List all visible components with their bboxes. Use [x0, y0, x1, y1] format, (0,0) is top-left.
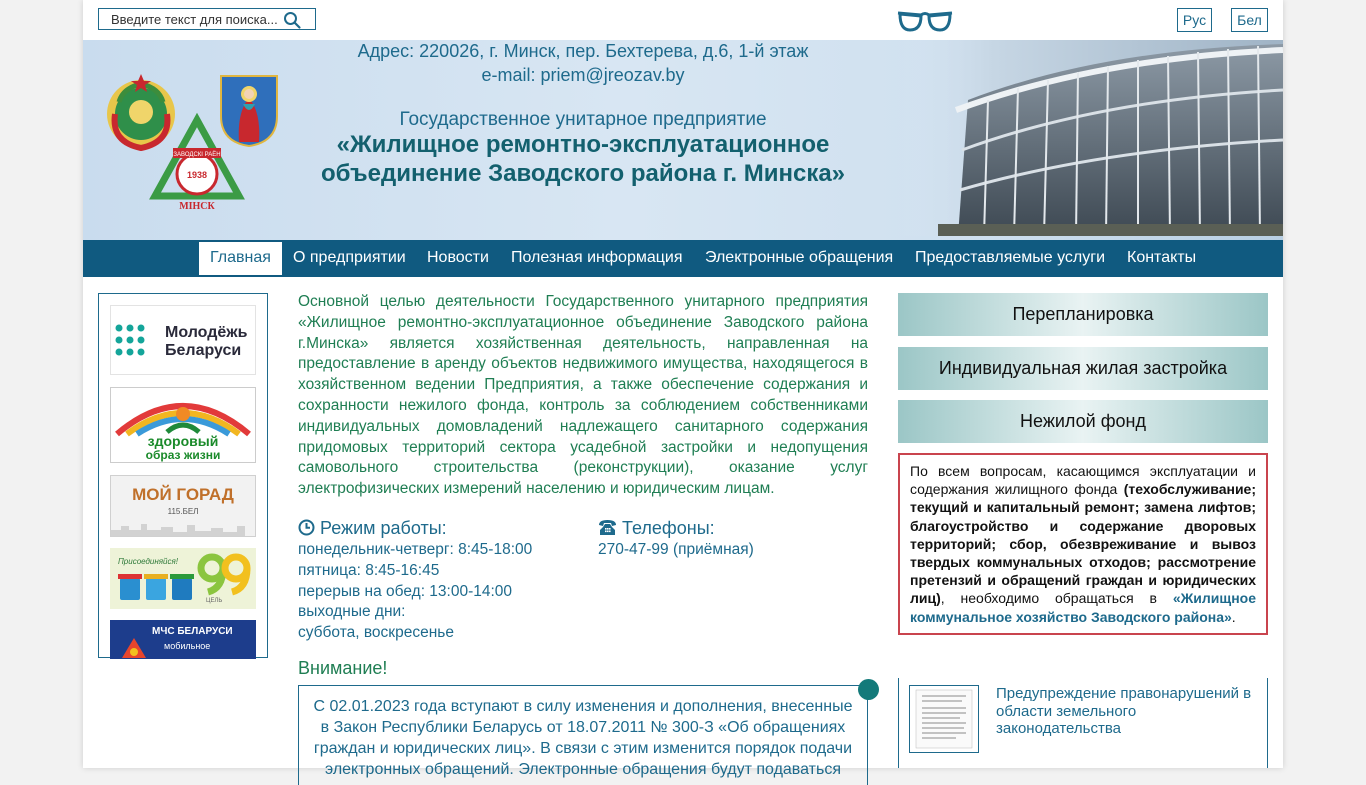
nav-item-contacts[interactable]: Контакты — [1127, 249, 1197, 266]
news-thumbnail[interactable] — [909, 685, 979, 753]
hours-line: выходные дни: — [298, 603, 406, 621]
city-skyline-icon — [111, 520, 255, 536]
banner-my-city[interactable] — [110, 475, 256, 537]
phones-title: Телефоны: — [622, 518, 715, 538]
zavodskoy-district-logo — [149, 116, 245, 212]
banner-healthy-line2: образ жизни — [145, 448, 221, 462]
district-logo-top-text: ЗАВОДСКІ РАЁН — [173, 152, 221, 158]
attention-box — [298, 685, 868, 785]
header-org-type: Государственное унитарное предприятие — [399, 109, 767, 130]
banner-youth-line2: Беларуси — [165, 342, 242, 359]
goal-99-icon — [198, 554, 252, 594]
document-icon — [910, 686, 978, 752]
nav-item-news[interactable]: Новости — [427, 249, 489, 266]
dots-icon — [113, 323, 149, 357]
zhkh-link[interactable]: «Жилищное коммунальное хозяйство Заводского района» — [910, 590, 1256, 625]
notice-box — [898, 453, 1268, 635]
banner-youth[interactable] — [110, 305, 256, 375]
hours-line: понедельник-четверг: 8:45-18:00 — [298, 541, 533, 558]
phones — [598, 516, 868, 561]
notice-bold-text: (техобслуживание; текущий и капитальный ремонт; замена лифтов; благоустройство и содержание дворовых территорий; сбор, обезвреживание и вывоз твердых коммунальных отходов; рассмотрение претензий и обращений граждан и юридических лиц) — [910, 481, 1256, 607]
working-hours-title: Режим работы: — [320, 518, 447, 538]
hours-line: суббота, воскресенье — [298, 624, 454, 642]
site-header — [83, 40, 1283, 240]
nav-item-about[interactable]: О предприятии — [293, 249, 406, 266]
header-title-line2: объединение Заводского района г. Минска» — [320, 160, 846, 187]
lang-ru-button[interactable]: Рус — [1177, 8, 1212, 32]
banner-mchs-line1: МЧС БЕЛАРУСИ — [152, 626, 233, 637]
news-card[interactable] — [898, 678, 1268, 768]
search-input[interactable] — [111, 11, 281, 27]
notice-text-2: , необходимо обращаться в — [940, 590, 1173, 607]
notice-text: По всем вопросам, касающимся эксплуатации и содержания жилищного фонда — [910, 463, 1256, 498]
top-bar — [83, 0, 1283, 40]
header-email[interactable]: e-mail: priem@jreozav.by — [481, 65, 685, 85]
district-logo-year: 1938 — [186, 170, 208, 180]
recycle-bins-icon — [118, 572, 198, 602]
attention-text: С 02.01.2023 года вступают в силу изменения и дополнения, внесенные в Закон Республики Беларусь от 18.07.2011 № 300-З «Об обращениях граждан и юридических лиц». В связи с этим изменится порядок подачи электронных обращений. Электронные обращения будут подаваться — [313, 698, 853, 778]
working-hours-heading — [298, 516, 588, 540]
banner-my-city-line1: МОЙ ГОРАД — [132, 485, 234, 504]
header-title-line1: «Жилищное ремонтно-эксплуатационное — [336, 131, 830, 158]
banner-recycling-line1: Присоединяйся! — [118, 557, 178, 566]
phone-line[interactable]: 270-47-99 (приёмная) — [598, 541, 754, 558]
clock-icon — [298, 519, 315, 536]
banner-column — [98, 293, 268, 658]
nav-item-services[interactable]: Предоставляемые услуги — [915, 249, 1106, 266]
attention-heading: Внимание! — [298, 658, 388, 678]
banner-mchs-line2: мобильное — [164, 641, 211, 651]
lang-be-button[interactable]: Бел — [1231, 8, 1268, 32]
individual-housing-button[interactable]: Индивидуальная жилая застройка — [898, 347, 1268, 390]
nav-item-e-appeals[interactable]: Электронные обращения — [705, 249, 894, 266]
stadium-photo — [898, 40, 1283, 236]
district-logo-city: МІНСК — [179, 201, 215, 212]
working-hours — [298, 516, 588, 644]
replanning-button[interactable]: Перепланировка — [898, 293, 1268, 336]
banner-healthy-line1: здоровый — [147, 433, 219, 449]
attention-marker-icon — [858, 679, 879, 700]
intro-text: Основной целью деятельности Государственного унитарного предприятия «Жилищное ремонтно-эксплуатационное объединение Заводского района г.Минска» является хозяйственная деятельность, направленная на предоставление в аренду объектов недвижимого имущества, находящегося в хозяйственном ведении Предприятия, а также обеспечение содержания и сохранности нежилого фонда, контроль за соблюдением собственниками индивидуальных домовладений надлежащего санитарного содержания придомовых территорий сектора усадебной застройки и недопущения самовольного строительства (реконструкции), оказание услуг электрофизических измерений населению и юридическим лицам. — [298, 293, 868, 498]
banner-mchs[interactable] — [110, 620, 256, 659]
search-box[interactable] — [98, 8, 316, 30]
news-title[interactable]: Предупреждение правонарушений в области земельного законодательства — [996, 685, 1252, 737]
mchs-emblem-icon — [120, 636, 148, 660]
phones-heading — [598, 516, 868, 540]
search-icon[interactable] — [283, 11, 301, 29]
rainbow-icon — [111, 388, 255, 436]
phone-icon — [598, 519, 617, 536]
banner-recycling[interactable] — [110, 548, 256, 609]
glasses-icon[interactable] — [897, 8, 953, 32]
page — [83, 0, 1283, 778]
main-nav — [83, 240, 1283, 277]
hours-line: пятница: 8:45-16:45 — [298, 561, 440, 579]
notice-end: . — [1231, 608, 1236, 625]
header-address: Адрес: 220026, г. Минск, пер. Бехтерева, д.6, 1-й этаж — [357, 41, 809, 61]
banner-recycling-line2: ЦЕЛЬ — [206, 598, 223, 604]
banner-my-city-line2: 115.БЕЛ — [167, 507, 199, 516]
nav-item-home[interactable]: Главная — [199, 242, 282, 275]
hours-line: перерыв на обед: 13:00-14:00 — [298, 582, 513, 600]
banner-youth-line1: Молодёжь — [165, 324, 248, 341]
banner-healthy-lifestyle[interactable] — [110, 387, 256, 463]
non-residential-fund-button[interactable]: Нежилой фонд — [898, 400, 1268, 443]
nav-item-useful-info[interactable]: Полезная информация — [511, 249, 683, 266]
